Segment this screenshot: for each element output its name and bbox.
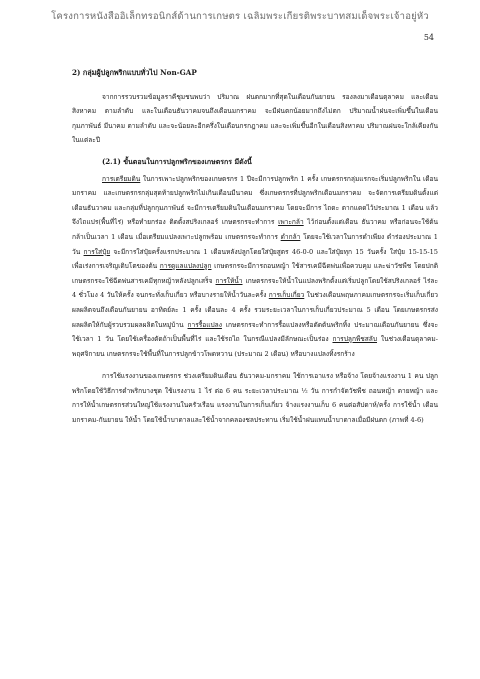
planting-steps-paragraph — [72, 172, 438, 362]
text-plot-care: เกษตรกรจะมีการถอนหญ้า ใช้สารเคมีฉีดพ่นเพื่อควบคุม และฆ่าวัชพืช โดยปกติเกษตรกรจะใช้ฉีดพ่นสารเคมีทุกหญ้าหลังปลูกเสร็จ — [72, 262, 438, 285]
labor-paragraph: การใช้แรงงานของเกษตรกร ช่วงเตรียมดินเดือน ธันวาคม-มกราคม ใช้การเอาแรง หรือจ้าง โดยจ้างแรงงาน 1 คน ปลูกพริกโดยใช้วิธีการดำพริกบางชุด ใช้แรงงาน 1 ไร่ ต่อ 6 คน ระยะเวลาประมาณ ½ วัน การกำจัดวัชพืช ถอนหญ้า ดายหญ้า และการให้น้ำเกษตรกรส่วนใหญ่ใช้แรงงานในครัวเรือน แรงงานในการเก็บเกี่ยว จ้างแรงงานเก็บ 6 คนต่อสัปดาห์/ครั้ง การใช้น้ำ เดือนมกราคม-กันยายน ให้น้ำ โดยใช้น้ำบาดาลและใช้น้ำจากคลองชลประทาน เริ่มใช้น้ำฝนแทนน้ำบาดาลเมื่อมีฝนตก (ภาพที่ 4-6) — [72, 372, 438, 425]
text-seedling: ไว้ก่อนตั้งแต่เดือน ธันวาคม หรือก่อนจะใช้ต้นกล้าเป็นเวลา 1 เดือน เมื่อเตรียมแปลงเพาะปลูกพร้อม เกษตรกรจะทำการ — [72, 218, 438, 241]
subsection-heading: (2.1) ขั้นตอนในการปลูกพริกของเกษตรกร มีดังนี้ — [102, 156, 252, 166]
page-number: 54 — [423, 33, 434, 42]
term-watering: การให้น้ำ — [215, 276, 243, 285]
term-fertilizer: การใส่ปุ๋ย — [83, 247, 111, 256]
text-crop-rotation: ในช่วงเดือนตุลาคม-พฤศจิกายน เกษตรกรจะใช้พื้นที่ในการปลูกข้าวโพดหวาน (ประมาณ 2 เดือน) หรือบางแปลงทิ้งรกร้าง — [72, 335, 439, 358]
text-harvest: ในช่วงเดือนพฤษภาคมเกษตรกรจะเริ่มเก็บเกี่ยวผลผลิตจนถึงเดือนกันยายน อาทิตย์ละ 1 ครั้ง เดือนละ 4 ครั้ง รวมระยะเวลาในการเก็บเกี่ยวประมาณ 5 เดือน โดยเกษตรกรส่งผลผลิตให้กับผู้รวบรวมผลผลิตในหมู่บ้าน — [72, 291, 438, 329]
running-header: โครงการหนังสืออิเล็กทรอนิกส์ด้านการเกษตร เฉลิมพระเกียรติพระบาทสมเด็จพระเจ้าอยู่หัว — [51, 11, 429, 22]
text-transplant: โดยจะใช้เวลาในการดำเพียง ดำร่องประมาณ 1 วัน — [72, 232, 438, 256]
text-watering: เกษตรกรจะให้น้ำในแปลงพริกตั้งแต่เริ่มปลูกโดยใช้สปริงเกลอร์ ไร่ละ 4 ชั่วโมง 4 วันให้ครั้ง จนกระทั่งเก็บเกี่ยว หรือบางรายให้น้ำวันละครั้ง — [72, 276, 438, 300]
text-fertilizer: จะมีการใส่ปุ๋ยครั้งแรกประมาณ 1 เดือนหลังปลูกโดยใส่ปุ๋ยสูตร 46-0-0 และใส่ปุ๋ยทุก 15 วันครั้ง ใส่ปุ๋ย 15-15-15 เพื่อเร่งการเจริญเติบโตของต้น — [72, 247, 438, 271]
term-soil-prep: การเตรียมดิน — [102, 174, 141, 183]
term-plot-care: การดูแลแปลงปลูก — [159, 262, 212, 271]
term-transplant: ดำกล้า — [280, 232, 301, 241]
rainfall-paragraph: จากการรวบรวมข้อมูลราคีชุมชนพบว่า ปริมาณ ฝนตกมากที่สุดในเดือนกันยายน รองลงมาเดือนตุลาคม และเดือนสิงหาคม ตามลำดับ และในเดือนธันวาคมจนถึงเดือนมกราคม จะมีฝนตกน้อยมากถึงไม่ตก ปริมาณน้ำฝนจะเพิ่มขึ้นในเดือนกุมภาพันธ์ มีนาคม ตามลำดับ และจะน้อยละอีกครึ่งในเดือนกรกฎาคม และจะเพิ่มขึ้นอีกในเดือนสิงหาคม ปริมาณฝนจะใกล้เคียงกันในแต่ละปี — [72, 92, 438, 145]
term-harvest: การเก็บเกี่ยว — [268, 291, 305, 300]
document-body — [72, 66, 438, 428]
term-clear-plot: การรื้อแปลง — [187, 320, 222, 329]
text-clear-plot: เกษตรกรจะทำการรื้อแปลงหรือตัดต้นพริกทิ้ง ประมาณเดือนกันยายน ซึ่งจะใช้เวลา 1 วัน โดยใช้เครื่องตัดถ้าเป็นพื้นที่ไร่ และใช้รถไถ ในกรณีแปลงมีลักษณะเป็นร่อง — [72, 320, 438, 344]
text-soil-prep: ในการเพาะปลูกพริกของเกษตรกร 1 ปีจะมีการปลูกพริก 1 ครั้ง เกษตรกรกลุ่มแรกจะเริ่มปลูกพริกใน เดือนมกราคม และเกษตรกรกลุ่มสุดท้ายปลูกพริกไม่เกินเดือนมีนาคม ซึ่งเกษตรกรที่ปลูกพริกเดือนมกราคม จะจัดการเตรียมดินตั้งแต่เดือนธันวาคม และกลุ่มที่ปลูกกุมภาพันธ์ จะมีการเตรียมดินในเดือนมกราคม โดยจะมีการ ไถดะ ตากแดดไว้ประมาณ 1 เดือน แล้วจึงไถแปร(พื้นที่ไร่) หรือทำยกร่อง ติดตั้งสปริงเกลอร์ เกษตรกรจะทำการ — [72, 174, 438, 227]
section-heading: 2) กลุ่มผู้ปลูกพริกแบบทั่วไป Non-GAP — [72, 68, 197, 77]
term-crop-rotation: การปลูกพืชสลับ — [332, 335, 378, 344]
term-seedling: เพาะกล้า — [278, 218, 304, 227]
